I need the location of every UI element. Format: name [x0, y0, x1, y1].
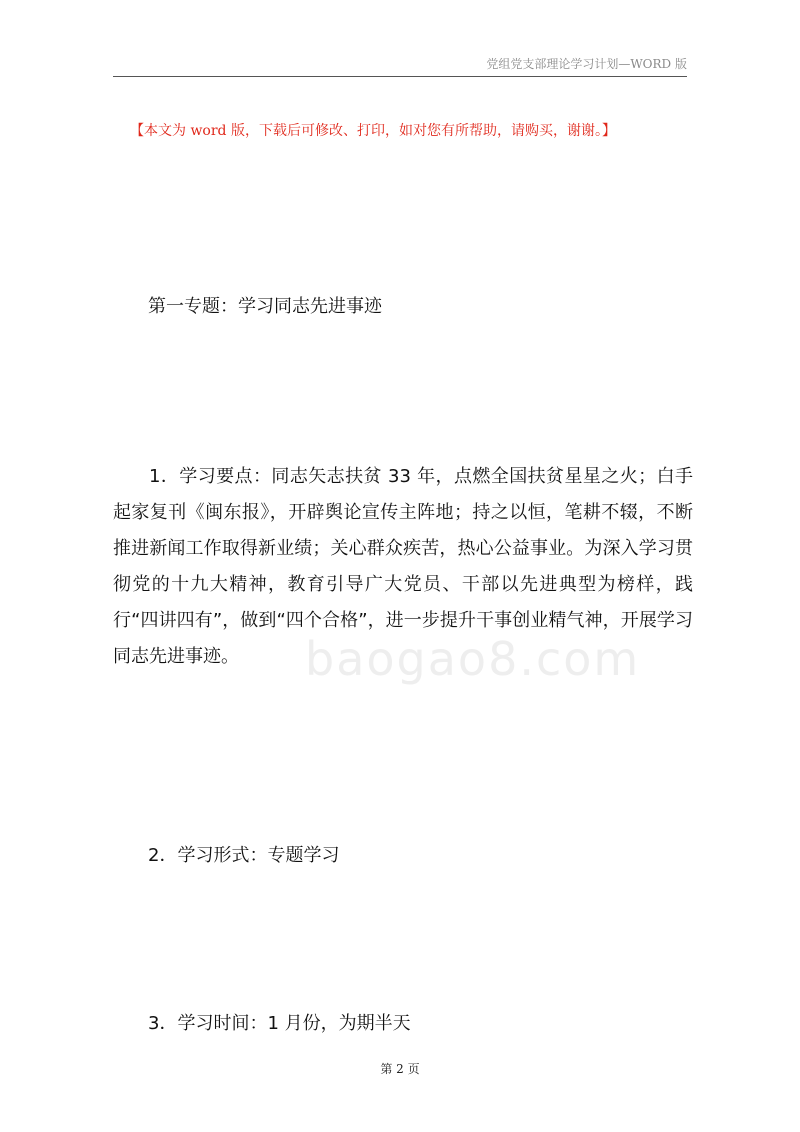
document-header-title: 党组党支部理论学习计划—WORD 版 — [486, 57, 687, 71]
item-1-paragraph: 1．学习要点：同志矢志扶贫 33 年，点燃全国扶贫星星之火；白手起家复刊《闽东报》，开辟舆论宣传主阵地；持之以恒，笔耕不辍，不断推进新闻工作取得新业绩；关心群众疾苦，热心公益事业。为深入学习贯彻党的十九大精神，教育引导广大党员、干部以先进典型为榜样，践行“四讲四有”，做到“四个合格”，进一步提升干事创业精气神，开展学习同志先进事迹。 — [113, 466, 693, 667]
download-notice: 【本文为 word 版，下载后可修改、打印，如对您有所帮助，请购买，谢谢。】 — [130, 123, 616, 139]
page-number: 第 2 页 — [380, 1062, 420, 1076]
section-heading: 第一专题：学习同志先进事迹 — [148, 296, 382, 317]
item-2-paragraph: 2．学习形式：专题学习 — [148, 845, 340, 866]
watermark: baogao8.com — [305, 632, 641, 686]
header-divider — [113, 76, 687, 77]
item-3-paragraph: 3．学习时间：1 月份，为期半天 — [148, 1013, 411, 1034]
